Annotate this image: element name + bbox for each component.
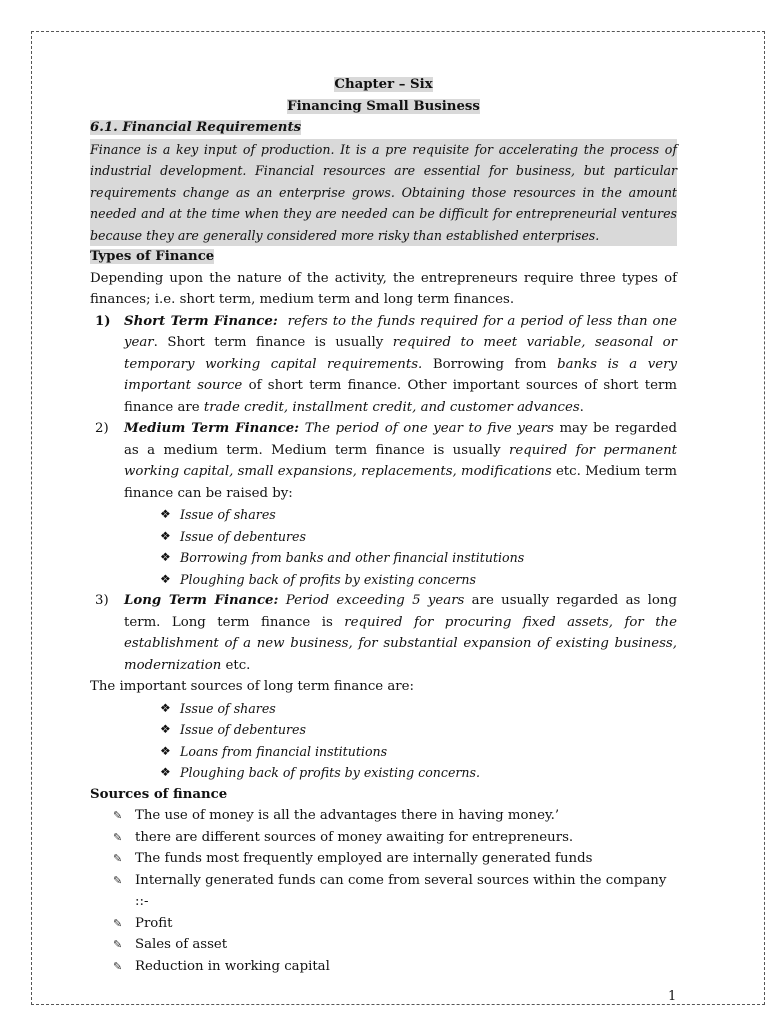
pen-bullet-icon: ✎: [113, 830, 123, 844]
pen-bullet-icon: ✎: [113, 938, 123, 951]
text-run: refers to the funds required for a period of less than one year: [124, 313, 677, 350]
list-item: ❖ Issue of shares: [90, 698, 677, 720]
intro-paragraph: Finance is a key input of production. It is a pre requisite for accelerating the process of industrial development. Financial resources are essential for business, but particular requirements change as an enterprise grows. Obtaining those resources in the amount needed and at the time when they are needed can be difficult for entrepreneurial ventures because they are generally considered more risky than established enterprises.: [90, 139, 677, 247]
list-item: ✎ The funds most frequently employed are internally generated funds: [90, 848, 677, 870]
chapter-heading: Chapter – Six: [334, 77, 433, 92]
pen-bullet-icon: ✎: [113, 809, 123, 822]
text-run: etc.: [221, 657, 251, 673]
list-item: ✎ Profit: [90, 913, 677, 935]
finance-types-list: [90, 311, 677, 505]
text-run: .: [579, 399, 584, 415]
pen-bullet-icon: ✎: [113, 873, 123, 887]
sources-list: [90, 805, 677, 977]
text-run: required for procuring fixed assets, for the establishment of a new business, for substantial expansion of existing business, modernization: [124, 614, 677, 673]
text-run: etc. Medium term finance can be raised by:: [124, 464, 677, 501]
long-sources-intro: The important sources of long term finance are:: [90, 679, 415, 694]
diamond-bullet-icon: ❖: [160, 507, 171, 521]
types-intro: Depending upon the nature of the activity, the entrepreneurs require three types of finances; i.e. short term, medium term and long term finances.: [90, 270, 677, 307]
types-heading: Types of Finance: [90, 249, 215, 264]
list-item: ❖ Issue of shares: [90, 504, 677, 526]
text-run: The period of one year to five years: [304, 421, 554, 436]
medium-term-item: [90, 418, 677, 504]
text-run: required to meet variable, seasonal or temporary working capital requirements.: [124, 335, 678, 372]
list-item: ❖ Loans from financial institutions: [90, 741, 677, 763]
diamond-bullet-icon: ❖: [160, 722, 171, 736]
diamond-bullet-icon: ❖: [160, 571, 171, 586]
sources-heading: Sources of finance: [90, 786, 228, 802]
list-item: ✎ Sales of asset: [90, 934, 677, 956]
list-item: ✎ Internally generated funds can come from several sources within the company ::-: [90, 870, 677, 913]
pen-bullet-icon: ✎: [113, 959, 123, 973]
list-item: ❖ Borrowing from banks and other financial institutions: [90, 547, 677, 569]
document-title: Financing Small Business: [287, 98, 480, 114]
medium-sources-list: [90, 504, 677, 590]
list-number: 3): [95, 593, 109, 608]
finance-types-list-cont: [90, 590, 677, 676]
text-run: may be regarded as a medium term. Medium term finance is usually: [124, 421, 677, 458]
short-term-item: [90, 311, 677, 419]
long-sources-list: [90, 698, 677, 784]
list-item: ❖ Ploughing back of profits by existing concerns.: [90, 762, 677, 784]
diamond-bullet-icon: ❖: [160, 765, 171, 779]
text-run: Borrowing from: [422, 356, 558, 372]
page-number: 1: [668, 989, 677, 1004]
long-term-item: [90, 590, 677, 676]
text-run: are usually regarded as long term. Long term finance is: [124, 593, 677, 630]
text-run: banks is a very important source: [124, 356, 677, 393]
term-label: Short Term Finance:: [124, 313, 278, 329]
term-label: Long Term Finance:: [124, 593, 279, 608]
list-item: ❖ Issue of debentures: [90, 719, 677, 741]
list-item: ✎ Reduction in working capital: [90, 956, 677, 978]
diamond-bullet-icon: ❖: [160, 550, 171, 564]
section-heading: 6.1. Financial Requirements: [90, 120, 302, 135]
term-label: Medium Term Finance:: [124, 421, 300, 436]
pen-bullet-icon: ✎: [113, 852, 123, 865]
list-item: ✎ The use of money is all the advantages there in having money.’: [90, 805, 677, 827]
document-body: [90, 74, 677, 977]
text-run: Period exceeding 5 years: [285, 593, 465, 608]
diamond-bullet-icon: ❖: [160, 743, 171, 758]
pen-bullet-icon: ✎: [113, 916, 123, 930]
list-item: ✎ there are different sources of money awaiting for entrepreneurs.: [90, 827, 677, 849]
text-run: of short term finance. Other important sources of short term finance are: [124, 378, 677, 415]
list-number: 1): [95, 313, 111, 329]
text-run: . Short term finance is usually: [153, 335, 393, 350]
list-number: 2): [95, 421, 109, 436]
diamond-bullet-icon: ❖: [160, 700, 171, 715]
text-run: required for permanent working capital, small expansions, replacements, modifications: [124, 442, 678, 479]
text-run: trade credit, installment credit, and customer advances: [203, 399, 580, 415]
diamond-bullet-icon: ❖: [160, 528, 171, 543]
list-item: ❖ Issue of debentures: [90, 526, 677, 548]
list-item: ❖ Ploughing back of profits by existing concerns: [90, 569, 677, 591]
